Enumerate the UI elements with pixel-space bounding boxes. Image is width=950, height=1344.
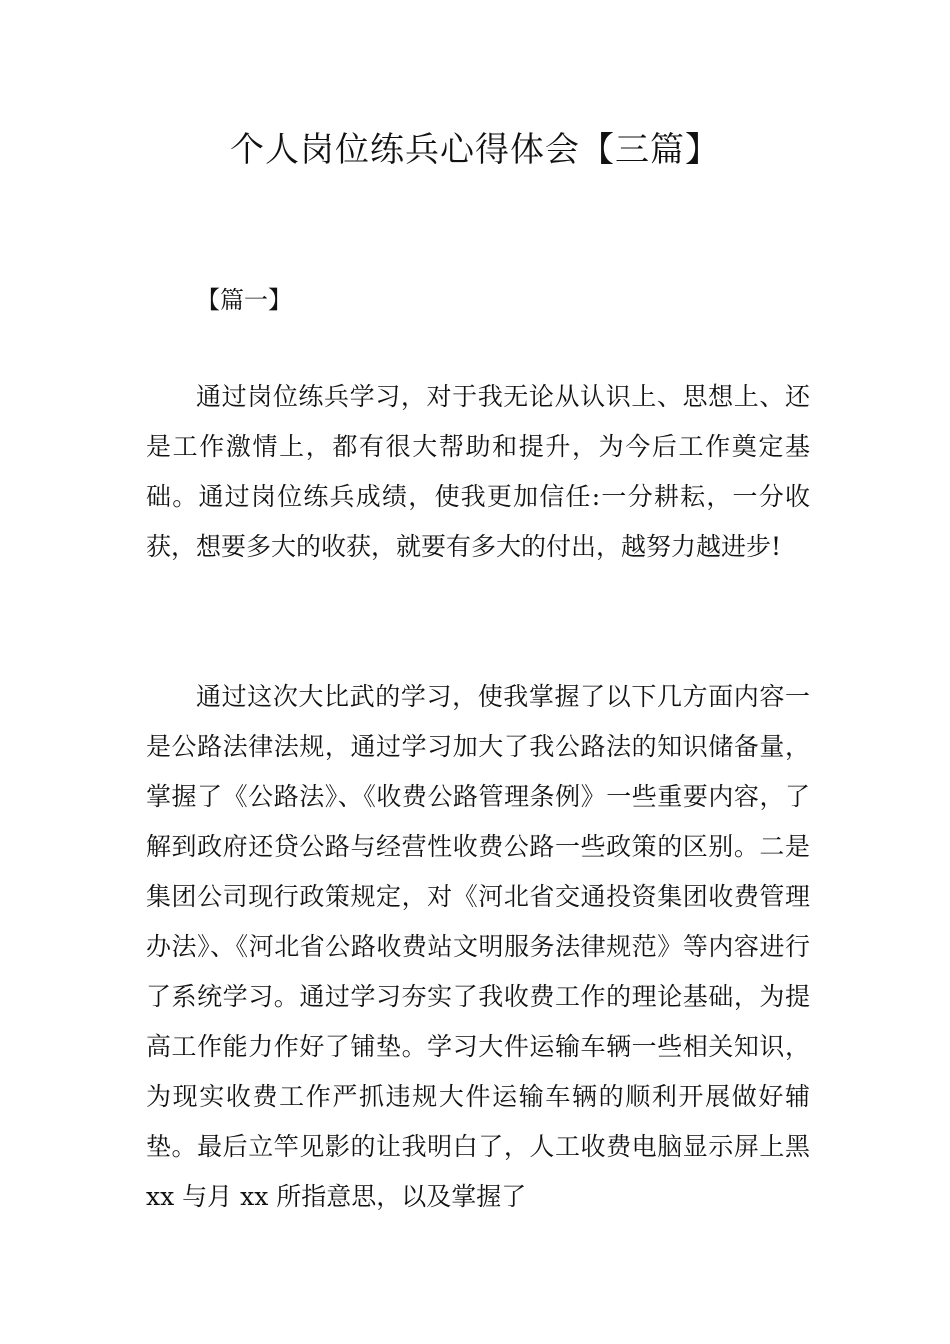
paragraph-1: 通过岗位练兵学习，对于我无论从认识上、思想上、还是工作激情上，都有很大帮助和提升，为今后工作奠定基础。通过岗位练兵成绩，使我更加信任:一分耕耘，一分收获，想要多大的收获，就要有多大的付出，越努力越进步! [146,382,810,561]
section-heading: 【篇一】 [196,286,292,314]
paragraph-2: 通过这次大比武的学习，使我掌握了以下几方面内容一是公路法律法规，通过学习加大了我公路法的知识储备量，掌握了《公路法》、《收费公路管理条例》一些重要内容，了解到政府还贷公路与经营性收费公路一些政策的区别。二是集团公司现行政策规定，对《河北省交通投资集团收费管理办法》、《河北省公路收费站文明服务法律规范》等内容进行了系统学习。通过学习夯实了我收费工作的理论基础，为提高工作能力作好了铺垫。学习大件运输车辆一些相关知识，为现实收费工作严抓违规大件运输车辆的顺利开展做好辅垫。最后立竿见影的让我明白了，人工收费电脑显示屏上黑 xx 与月 xx 所指意思，以及掌握了 [146,682,810,1211]
document-title: 个人岗位练兵心得体会【三篇】 [230,130,720,170]
